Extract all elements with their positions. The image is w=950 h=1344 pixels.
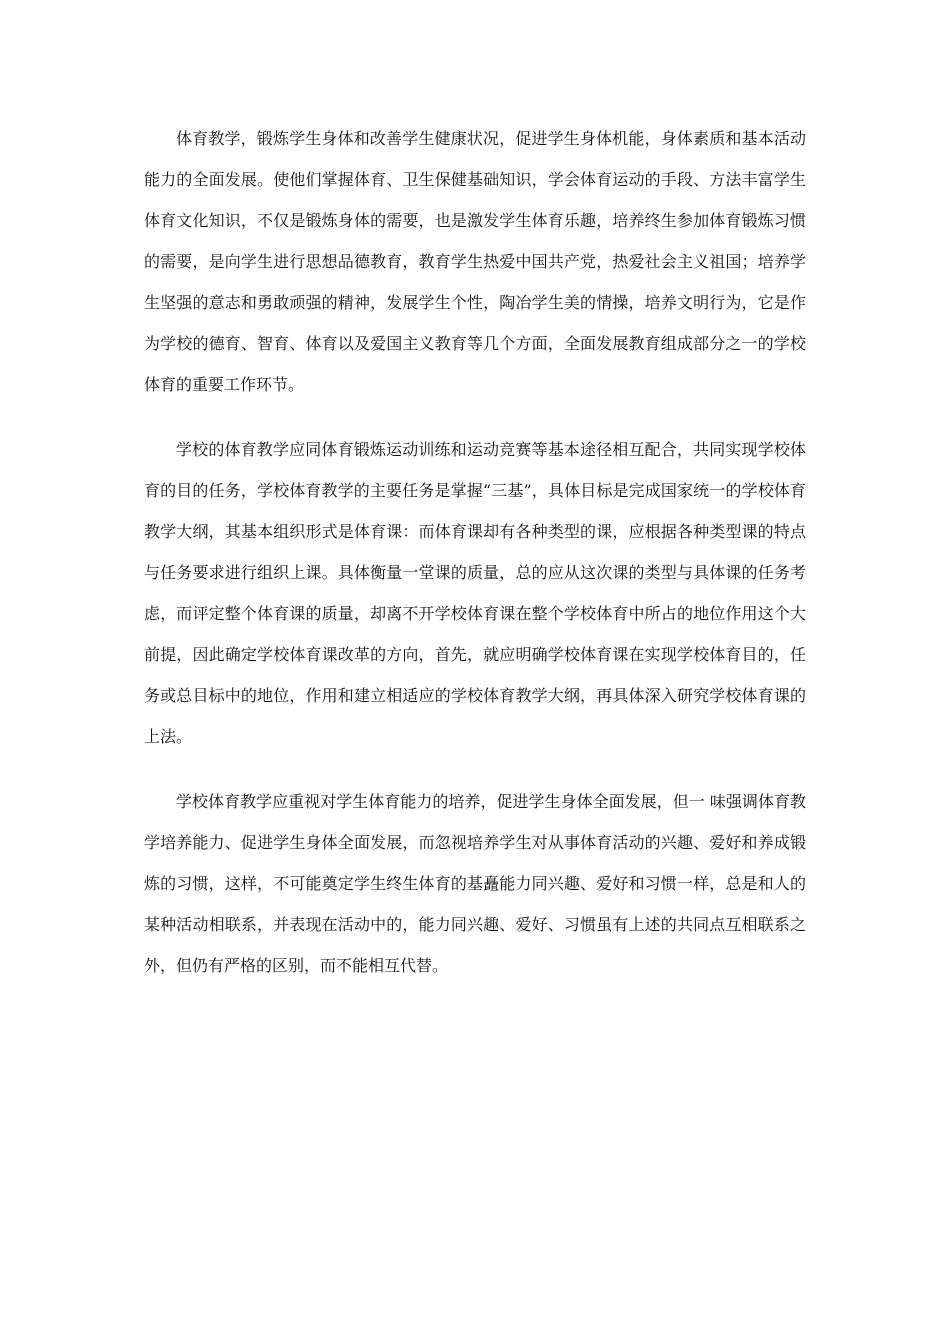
paragraph-2: 学校的体育教学应同体育锻炼运动训练和运动竞赛等基本途径相互配合，共同实现学校体育的目的任务，学校体育教学的主要任务是掌握“三基”，具体目标是完成国家统一的学校体育教学大纲，其基本组织形式是体育课：而体育课却有各种类型的课，应根据各种类型课的特点与任务要求进行组织上课。具体衡量一堂课的质量，总的应从这次课的类型与具体课的任务考虑，而评定整个体育课的质量，却离不开学校体育课在整个学校体育中所占的地位作用这个大前提，因此确定学校体育课改革的方向，首先，就应明确学校体育课在实现学校体育目的，任务或总目标中的地位，作用和建立相适应的学校体育教学大纲，再具体深入研究学校体育课的上法。	[144, 440, 806, 746]
document-body	[144, 118, 806, 986]
paragraph-1: 体育教学，锻炼学生身体和改善学生健康状况，促进学生身体机能，身体素质和基本活动能力的全面发展。使他们掌握体育、卫生保健基础知识，学会体育运动的手段、方法丰富学生体育文化知识，不仅是锻炼身体的需要，也是激发学生体育乐趣，培养终生参加体育锻炼习惯的需要，是向学生进行思想品德教育，教育学生热爱中国共产党，热爱社会主义祖国；培养学生坚强的意志和勇敢顽强的精神，发展学生个性，陶冶学生美的情操，培养文明行为，它是作为学校的德育、智育、体育以及爱国主义教育等几个方面，全面发展教育组成部分之一的学校体育的重要工作环节。	[144, 129, 806, 394]
paragraph-3: 学校体育教学应重视对学生体育能力的培养，促进学生身体全面发展，但一 味强调体育教学培养能力、促进学生身体全面发展，而忽视培养学生对从事体育活动的兴趣、爱好和养成锻炼的习惯，这样，不可能奠定学生终生体育的基矗能力同兴趣、爱好和习惯一样，总是和人的某种活动相联系，并表现在活动中的，能力同兴趣、爱好、习惯虽有上述的共同点互相联系之外，但仍有严格的区别，而不能相互代替。	[144, 792, 806, 975]
